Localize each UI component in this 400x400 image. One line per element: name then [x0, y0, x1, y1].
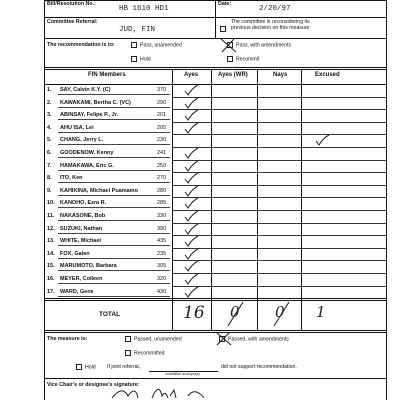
- acronym-caption: committee acronym(s): [165, 372, 200, 376]
- date-label: Date:: [218, 1, 232, 7]
- member-number: 280: [157, 187, 167, 194]
- vote-check-mark: [183, 248, 199, 260]
- member-name: CHANG, Jerry L.: [60, 137, 104, 144]
- rec-pass-amended-check-mark: [219, 37, 239, 55]
- member-number: 290: [157, 99, 167, 106]
- member-number: 250: [157, 162, 167, 169]
- committee-value: JUD, FIN: [119, 26, 156, 34]
- member-name: FOX, Galen: [60, 250, 90, 257]
- recommendation-label: The recommendation is to:: [47, 42, 115, 48]
- rec-recommit-label: Recommit: [236, 56, 260, 63]
- reconsider-checkbox[interactable]: [220, 20, 229, 38]
- member-name: MEYER, Colleen: [60, 276, 103, 282]
- measure-passed-unamended-option[interactable]: [125, 336, 182, 342]
- member-name: MARUMOTO, Barbara: [60, 263, 117, 270]
- member-number: 201: [157, 112, 167, 119]
- bill-label: Bill/Resolution No.:: [47, 1, 96, 7]
- measure-passed-amended-label: Passed, with amendments: [228, 336, 289, 343]
- member-index: 4.: [47, 124, 52, 131]
- rec-hold-option[interactable]: [131, 56, 151, 62]
- reconsider-text-1: The committee is reconsidering its: [231, 19, 310, 25]
- rec-recommit-option[interactable]: [227, 56, 259, 62]
- member-name-underline: [58, 283, 170, 284]
- member-index: 17.: [47, 288, 55, 295]
- member-index: 15.: [47, 263, 55, 270]
- vote-check-mark: [183, 160, 199, 172]
- rec-pass-amended-label: Pass, with amendments: [236, 42, 292, 49]
- member-number: 230: [157, 137, 167, 144]
- member-number: 305: [157, 263, 167, 270]
- member-name-underline: [58, 107, 170, 108]
- member-name-underline: [58, 157, 170, 158]
- rec-pass-unamended-option[interactable]: [131, 42, 182, 48]
- member-name: WHITE, Michael: [60, 238, 101, 245]
- member-number: 235: [157, 250, 167, 257]
- member-index: 6.: [47, 150, 52, 156]
- member-name: HAMAKAWA, Eric G.: [60, 162, 114, 169]
- signature-label: Vice Chair's or designee's signature:: [47, 382, 140, 388]
- member-name: KANOHO, Ezra R.: [60, 200, 107, 207]
- col-header-ayes-wr: Ayes (WR): [218, 72, 248, 78]
- member-name: SUZUKI, Nathan: [60, 225, 103, 232]
- measure-hold-label: Hold: [85, 364, 96, 371]
- member-index: 5.: [47, 137, 52, 144]
- member-name-underline: [58, 132, 170, 133]
- member-number: 205: [157, 124, 167, 131]
- vote-check-mark: [183, 210, 199, 222]
- vote-check-mark: [183, 223, 199, 235]
- col-header-members: FIN Members: [88, 72, 126, 78]
- total-ayes-wr: 0: [230, 303, 240, 321]
- member-number: 435: [157, 238, 167, 245]
- member-number: 430: [157, 288, 167, 295]
- signature-image: [108, 386, 218, 400]
- committee-label: Committee Referral:: [47, 19, 98, 25]
- member-name-underline: [58, 245, 170, 246]
- rec-pass-unamended-label: Pass, unamended: [140, 42, 182, 49]
- vote-check-mark: [183, 235, 199, 247]
- member-index: 2.: [47, 99, 52, 106]
- member-number: 241: [157, 150, 167, 156]
- member-name: ABINSAY, Felipe P., Jr.: [60, 112, 119, 119]
- member-number: 370: [157, 87, 167, 93]
- member-index: 8.: [47, 175, 52, 182]
- member-number: 270: [157, 175, 167, 182]
- total-ayes: 16: [183, 303, 205, 323]
- date-value: 2/20/97: [259, 5, 291, 13]
- member-name-underline: [58, 195, 170, 196]
- vote-check-mark: [183, 84, 199, 96]
- rec-hold-label: Hold: [140, 56, 151, 63]
- member-number: 285: [157, 200, 167, 207]
- vote-check-mark: [183, 109, 199, 121]
- vote-check-mark: [314, 134, 330, 146]
- total-nays-slash: [271, 300, 293, 328]
- member-name-underline: [58, 119, 170, 120]
- member-index: 13.: [47, 238, 55, 245]
- total-ayes-wr-slash: [225, 300, 247, 328]
- member-index: 1.: [47, 87, 52, 93]
- vote-check-mark: [183, 260, 199, 272]
- member-name: KAWAKAMI, Bertha C. (VC): [60, 99, 131, 106]
- col-header-excused: Excused: [315, 72, 340, 78]
- reconsider-text-2: previous decision on this measure: [231, 25, 310, 31]
- vote-check-mark: [183, 197, 199, 209]
- member-index: 14.: [47, 250, 55, 257]
- member-index: 10.: [47, 200, 55, 207]
- member-name-underline: [58, 296, 170, 297]
- member-name: GOODENOW, Kenny: [60, 150, 114, 156]
- member-name-underline: [58, 270, 170, 271]
- measure-recommitted-option[interactable]: [125, 350, 165, 356]
- member-number: 390: [157, 225, 167, 232]
- member-index: 16.: [47, 276, 55, 282]
- col-header-nays: Nays: [273, 72, 288, 78]
- member-name-underline: [58, 258, 170, 259]
- member-name: WARD, Gene: [60, 288, 94, 295]
- member-name: NAKASONE, Bob: [60, 213, 106, 219]
- member-name-underline: [58, 170, 170, 171]
- member-index: 12.: [47, 225, 55, 232]
- vote-check-mark: [183, 122, 199, 134]
- vote-check-mark: [183, 172, 199, 184]
- vote-check-mark: [183, 147, 199, 159]
- member-name: SAY, Calvin K.Y. (C): [60, 87, 111, 93]
- member-name-underline: [58, 233, 170, 234]
- member-name-underline: [58, 94, 170, 95]
- measure-label: The measure is:: [47, 336, 88, 342]
- member-number: 320: [157, 276, 167, 282]
- member-index: 9.: [47, 187, 52, 194]
- member-index: 7.: [47, 162, 52, 169]
- measure-hold-option[interactable]: [76, 364, 96, 370]
- vote-check-mark: [183, 286, 199, 298]
- measure-passed-amended-check-mark: [214, 330, 234, 348]
- member-name: AHU ISA, Lei: [60, 124, 94, 131]
- measure-recommitted-label: Recommitted: [134, 350, 165, 357]
- vote-check-mark: [183, 185, 199, 197]
- joint-referral-text: If joint referral,: [107, 364, 141, 370]
- col-header-ayes: Ayes: [184, 72, 199, 78]
- member-index: 11.: [47, 213, 55, 219]
- total-nays: 0: [275, 303, 285, 321]
- member-name-underline: [58, 182, 170, 183]
- member-name-underline: [58, 144, 170, 145]
- member-name-underline: [58, 207, 170, 208]
- member-index: 3.: [47, 112, 52, 119]
- bill-value: HB 1610 HD1: [119, 5, 169, 13]
- member-name: ITO, Ken: [60, 175, 83, 182]
- member-name-underline: [58, 220, 170, 221]
- total-label: TOTAL: [99, 311, 121, 318]
- member-number: 330: [157, 213, 167, 219]
- vote-check-mark: [183, 273, 199, 285]
- total-excused: 1: [316, 303, 326, 321]
- measure-passed-unamended-label: Passed, unamended: [134, 336, 182, 343]
- did-not-support-text: did not support recommendation.: [221, 364, 297, 370]
- member-name: KAHIKINA, Michael Puamamo: [60, 187, 138, 194]
- vote-check-mark: [183, 97, 199, 109]
